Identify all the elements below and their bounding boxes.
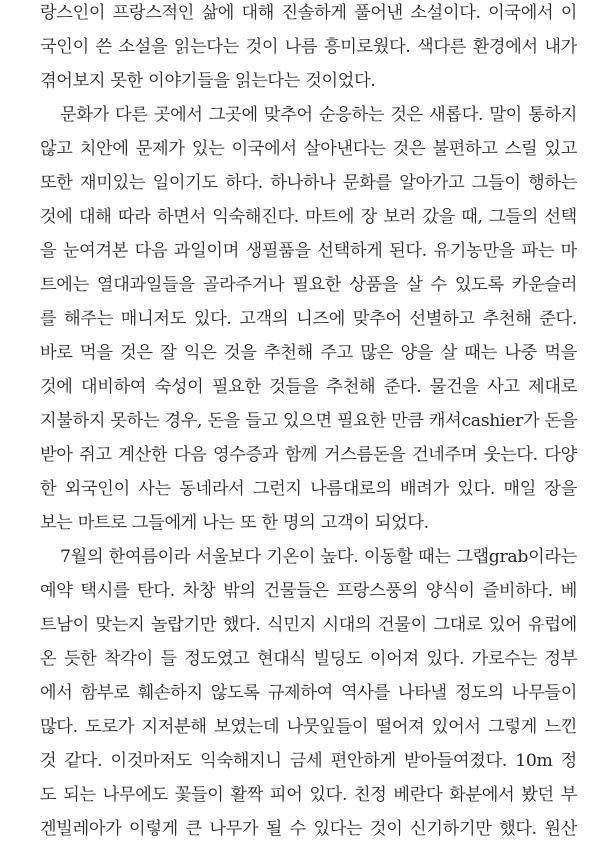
text-line: 을 눈여겨본 다음 과일이며 생필품을 선택하게 된다. 유기농만을 파는 마 xyxy=(40,241,577,261)
text-line: 받아 쥐고 계산한 다음 영수증과 함께 거스름돈을 건네주며 웃는다. 다양 xyxy=(40,445,577,465)
text-line: 국인이 쓴 소설을 읽는다는 것이 나름 흥미로웠다. 색다른 환경에서 내가 xyxy=(40,37,577,57)
text-line: 또한 재미있는 일이기도 하다. 하나하나 문화를 알아가고 그들이 행하는 xyxy=(40,173,577,193)
text-line: 것에 대비하여 숙성이 필요한 것들을 추천해 준다. 물건을 사고 제대로 xyxy=(40,377,577,397)
text-line: 것에 대해 따라 하면서 익숙해진다. 마트에 장 보러 갔을 때, 그들의 선택 xyxy=(40,207,577,227)
text-line: 7월의 한여름이라 서울보다 기온이 높다. 이동할 때는 그랩grab이라는 xyxy=(60,547,577,567)
text-line: 겐빌레아가 이렇게 큰 나무가 될 수 있다는 것이 신기하기만 했다. 원산 xyxy=(40,819,577,839)
text-line: 문화가 다른 곳에서 그곳에 맞추어 순응하는 것은 새롭다. 말이 통하지 xyxy=(60,105,577,125)
text-line: 를 해주는 매니저도 있다. 고객의 니즈에 맞추어 선별하고 추천해 준다. xyxy=(40,309,577,329)
text-line: 에서 함부로 훼손하지 않도록 규제하여 역사를 나타낼 정도의 나무들이 xyxy=(40,683,577,703)
text-line: 예약 택시를 탄다. 차창 밖의 건물들은 프랑스풍의 양식이 즐비하다. 베 xyxy=(40,581,577,601)
text-line: 한 외국인이 사는 동네라서 그런지 나름대로의 배려가 있다. 매일 장을 xyxy=(40,479,577,499)
text-line: 지불하지 못하는 경우, 돈을 들고 있으면 필요한 만큼 캐셔cashier가 돈을 xyxy=(40,411,577,431)
paragraph-2 xyxy=(40,98,577,540)
text-line: 것 같다. 이것마저도 익숙해지니 금세 편안하게 받아들여졌다. 10m 정 xyxy=(40,751,577,771)
text-line: 도 되는 나무에도 꽃들이 활짝 피어 있다. 친정 베란다 화분에서 봤던 부 xyxy=(40,785,577,805)
text-line: 바로 먹을 것은 잘 익은 것을 추천해 주고 많은 양을 살 때는 나중 먹을 xyxy=(40,343,577,363)
text-line: 랑스인이 프랑스적인 삶에 대해 진솔하게 풀어낸 소설이다. 이국에서 이 xyxy=(40,3,577,23)
text-line: 않고 치안에 문제가 있는 이국에서 살아낸다는 것은 불편하고 스릴 있고 xyxy=(40,139,577,159)
text-line: 트남이 맞는지 놀랍기만 했다. 식민지 시대의 건물이 그대로 있어 유럽에 xyxy=(40,615,577,635)
text-line: 트에는 열대과일들을 골라주거나 필요한 상품을 살 수 있도록 카운슬러 xyxy=(40,275,577,295)
text-line: 온 듯한 착각이 들 정도였고 현대식 빌딩도 이어져 있다. 가로수는 정부 xyxy=(40,649,577,669)
text-line: 겪어보지 못한 이야기들을 읽는다는 것이었다. xyxy=(40,71,376,91)
text-line: 많다. 도로가 지저분해 보였는데 나뭇잎들이 떨어져 있어서 그렇게 느낀 xyxy=(40,717,577,737)
paragraph-1 xyxy=(40,0,577,98)
paragraph-3 xyxy=(40,540,577,846)
text-line: 보는 마트로 그들에게 나는 또 한 명의 고객이 되었다. xyxy=(40,513,429,533)
